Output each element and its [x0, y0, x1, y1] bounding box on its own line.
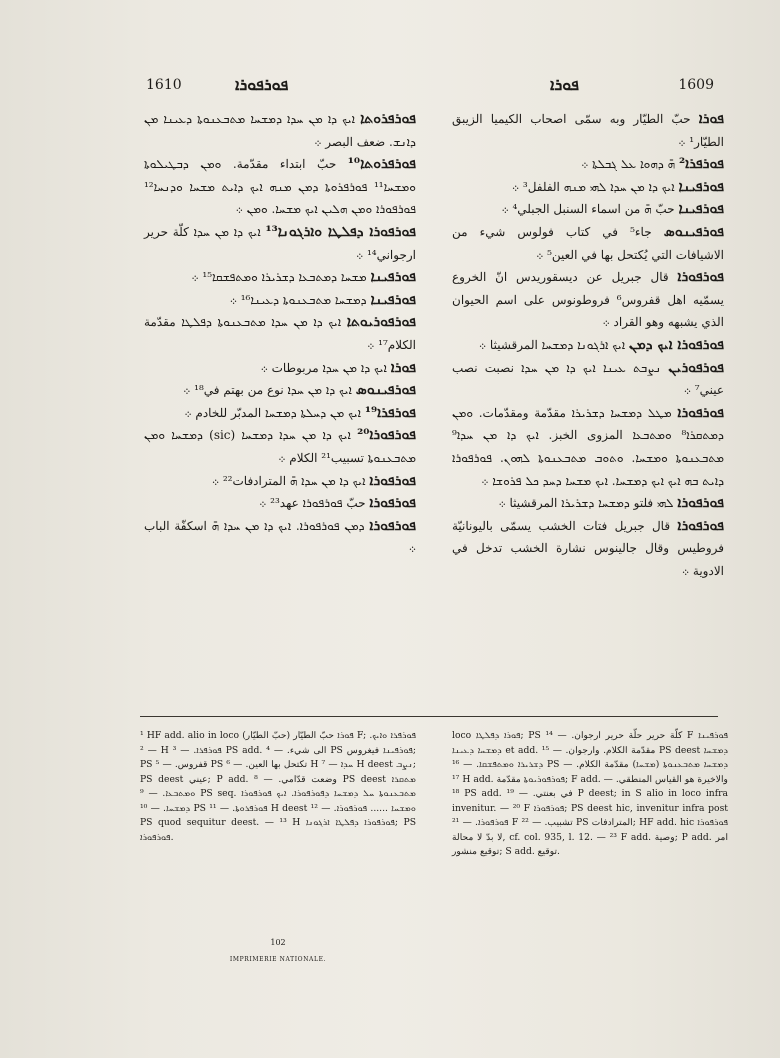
entry-headword: ܦܘܪܦܘܪܝܢ: [668, 359, 724, 376]
entry-headword: ܦܘܪܦܘܪܐ: [369, 495, 416, 512]
entry-headword: ܦܘܪܦܝܢܐ: [370, 291, 416, 308]
dictionary-entry: [452, 492, 724, 515]
running-header: [140, 75, 720, 99]
dictionary-entry: [144, 108, 416, 153]
dictionary-entry: [452, 176, 724, 199]
entry-definition: ܐܝܟ ܕܐ ܡܢ ܚܕܐ ܡܬܒܥܢܘܬܐ ܕܦܠܛܐ مقدّمة الكلام¹⁷ ܀: [144, 315, 416, 352]
entry-headword: ܦܘܪܦܪܘܬܐ¹⁰: [347, 156, 416, 173]
imprint-line: IMPRIMERIE NATIONALE.: [229, 956, 327, 963]
dictionary-entry: [452, 108, 724, 153]
entry-headword: ܦܘܪܦܘܪܐ: [677, 269, 724, 286]
dictionary-entry: [452, 334, 724, 357]
right-column: [452, 108, 724, 582]
entry-definition: ܡܫܚܐ ܕܡܬܒܥܐ ܕܫܪܝܪܐ ܘܡܬܦܫܩܐ¹⁵ ܀: [191, 270, 367, 285]
dictionary-entry: [144, 221, 416, 266]
signature-mark: 102: [270, 938, 286, 947]
entry-definition: ܕܡܢ ܦܘܪܦܘܪܐ. ܐܝܟ ܕܐ ܡܢ ܚܕܐ ܗ̄ اسكفّة الباب ܀: [144, 518, 416, 556]
right-page-number: 1609: [678, 77, 714, 93]
dictionary-entry: [452, 266, 724, 334]
dictionary-entry: [144, 266, 416, 289]
entry-headword: ܦܘܪܦܘܪܐ: [677, 495, 724, 512]
entry-headword: ܦܘܪܦܘܪܐ: [369, 517, 416, 534]
entry-definition: ܐܝܟ ܕܐ ܡܢ ܚܕܐ نوع من بهتم في¹⁸ ܀: [183, 383, 352, 398]
entry-definition: ܐܝܟ ܕܐ ܡܢ ܚܕܐ كلّة حرير ارجواني¹⁴ ܀: [144, 224, 416, 262]
dictionary-entry: [452, 515, 724, 583]
entry-definition: ܐܝܟ ܕܐ ܡܢ ܚܕܐ ܗ̄ المترادفات²² ܀: [211, 473, 366, 488]
entry-definition: جاء⁵ في كتاب فولوس شيء من الاشيافات التي يُكتحل بها في العين⁵ ܀: [452, 224, 724, 262]
entry-definition: ܠܗܝ فلتو ܕܡܫܚܐ ܕܫܪܝܪܐ المرقشيثا ܀: [498, 496, 674, 511]
dictionary-entry: [144, 515, 416, 560]
entry-headword: ܦܘܪܦܘܪܐ ܕܦܠܛܐ ܘܐܪܓܘܢܐ¹³: [265, 223, 416, 240]
dictionary-entry: [144, 289, 416, 312]
dictionary-entry: [144, 402, 416, 425]
footnote-text: loco ܦܘܪܐ ܕܦܠܛܐ; PS كلّة حرير حلّة حرير ارجوان. — ¹⁴ F ܦܘܪܦܝܢܐ ܕܡܫܚܐ ܕܥܝܢܐ et add. مقدّمة الكلام. وارجوان. — ¹⁵ PS deest ܕܡܫܚܐ ܕܫܪܝܪܐ ܘܡܬܦܫܩܐ. — ¹⁶ PS ܕܡܫܚܐ ܡܬܒܥܢܘܬܐ (ܡܫܚܐ) مقدّمة الكلام. — ¹⁷ H add. ܦܘܪܦܘܪܝܘܬܐ مقدّمة; F add. والاخيرة هو القياس المنطقي. — ¹⁸ PS add. في بعنتي. — ¹⁹ P deest; in S alio in loco infra invenitur. — ²⁰ F ܦܘܪܦܘܪܐ; PS deest hic, invenitur infra post ܦܘܪܦܘܪܐ. — ²¹ F تشبيب. — ²² PS المترادفات; HF add. hic ܦܘܪܦܘܪܐ لا بدّ لا محالة, cf. col. 935, l. 12. — ²³ F add. وصية; P add. امر توقيع منشور; S add. توقيع.: [452, 730, 728, 857]
entry-definition: ܡܛܠ ܕܡܫܚܐ ܕܫܪܝܪܐ مقدّمة ومقدّمات. ܘܡܢ ܕܡܬܩܪܐ⁸ ܘܡܬܒܥܐ المزوى الخبز. ܐܝܟ ܕܐ ܡܢ ܚܕܐ⁹ ܡܬܒܥܢܘܬܐ ܘܡܫܚܐ. ܘܬܘܒ ܡܬܒܥܢܘܬܐ ܠܗܘܢ. ܦܘܪܦܘܪܐ ܕܐܝܬ ܒܗ ܐܝܟ ܐܝܟ ܕܡܫܚܐ. ܐܝܟ ܡܫܚܐ ܕܚܕ ܟܠ ܦܪܘܫܐ ܀: [452, 405, 724, 488]
footnote-text: ¹ HF add. alio in loco ܦܘܪܐ حبّ الطيّار (حبّ الطيّار) F; ܦܘܪܦܪܐ ܘܐܝܟ. — ² H ܦܘܪܦܪܐ. — ³ PS add. الى شيء. — ⁴ PS ܦܘܪܦܝܢܐ فيغروس; PS قفروس. — ⁵ PS تكتحل بها العين. — ⁶ H ܚܕܐ — ⁷ H deest ܢܨܒ; PS deest عيني; P add. وضعت قدّامي. — ⁸ PS deest ܡܬܩܪܐ ܘܡܬܒܥܐ. — ⁹ PS seq. ܡܬܒܥܢܘܬܐ ܚܠ ܕܡܫܚܐ ܕܦܘܪܦܘܪܐ. ܐܝܟ ܦܘܪܦܘܪܐ ܕܡܫܚܐ. — ¹⁰ PS ܦܘܪܦܪܘܬܐ. — ¹¹ H deest ܘܡܫܚܐ ...... ܦܘܪܦܘܪܐ. — ¹² PS quod sequitur deest. — ¹³ H ܦܘܪܦܘܪܐ ܕܦܠܛܐ ܐܪܓܘܢܐ; PS ܦܘܪܦܘܪܐ.: [140, 730, 417, 843]
entry-headword: ܦܘܪܐ: [698, 111, 724, 127]
entry-definition: حبّ ܦܘܪܦܘܪܐ عهد²³ ܀: [259, 496, 366, 511]
entry-definition: حبّ ابتداء مقدّمة. ܘܡܢ ܕܒܛܝܠܘܬܐ ܘܡܫܚܐ¹¹ ܦܘܪܦܪܘܬܐ ܕܡܢ ܡܢܗ ܐܝܟ ܕܐܝܬ ܡܫܚܐ ܘܕܢܚܐ¹² ܦܘܪܦܘܪܐ ܘܡܢ ܗܠܝܢ ܐܝܟ ܡܫܚܐ. ܘܡܢ ܀: [144, 157, 416, 217]
dictionary-entry: [452, 198, 724, 221]
left-column: [144, 108, 416, 560]
entry-definition: ܐܝܟ ܕܐ ܡܢ ܚܕܐ ܕܡܫܚܐ (sic) ܕܡܫܚܐ ܘܡܢ ܡܬܒܥܢܘܬܐ تسبيب²¹ الكلام ܀: [144, 428, 416, 465]
entry-definition: قال جبريل عن ديسقوريدس انّ الخروع يسمّيه اهل قفروس⁶ فروطونوس على اسم الحيوان الذي يشبهه وهو القراد ܀: [452, 270, 724, 330]
entry-headword: ܦܘܪܦܘܪܝܘܬܐ: [346, 314, 416, 331]
entry-definition: ܐܝܟ ܕܐ ܡܢ ܚܕܐ ܠܗܝ ܡܢܗ الفلفل³ ܀: [511, 179, 675, 194]
dictionary-entry: [144, 379, 416, 402]
entry-headword: ܦܘܪܦܘܪܐ: [369, 472, 416, 489]
entry-headword: ܦܘܪܦܘܪܐ ܐܝܟ ܕܡܢ: [628, 336, 724, 353]
dictionary-entry: [452, 357, 724, 402]
entry-definition: حبّ ܗ̄ من اسماء السنبل الجبلي⁴ ܀: [501, 202, 675, 217]
dictionary-entry: [144, 357, 416, 380]
entry-definition: ܐܝܟ ܕܐ ܡܢ ܚܕܐ ܕܡܫܚܐ ܡܬܒܥܢܘܬܐ ܕܥܝܢܐ ܡܢ ܕܐܢܫ. ضعف البصر ܀: [144, 112, 416, 149]
footnotes-left: [140, 729, 416, 845]
entry-definition: ܗ̄ ܕܗܘܐ ܥܠ ܓܒܠܬܐ ܀: [581, 157, 676, 172]
entry-headword: ܦܘܪܦܝܢܐ: [678, 201, 724, 218]
footnote-separator: [140, 716, 718, 717]
dictionary-entry: [144, 470, 416, 493]
entry-headword: ܦܘܪܦܝܢܘܣ: [663, 223, 724, 240]
dictionary-entry: [144, 153, 416, 221]
entry-headword: ܦܘܪܐ: [390, 359, 416, 376]
dictionary-entry: [144, 311, 416, 356]
entry-headword: ܦܘܪܦܪܐ²: [678, 156, 724, 173]
dictionary-entry: [144, 492, 416, 515]
left-running-title: ܦܘܪܦܘܪܐ: [235, 75, 289, 94]
entry-headword: ܦܘܪܦܘܪܐ: [677, 404, 724, 421]
entry-headword: ܦܘܪܦܝܢܘܣ: [355, 382, 416, 399]
dictionary-entry: [452, 153, 724, 176]
left-page-number: 1610: [146, 77, 182, 93]
right-running-title: ܦܘܪܐ: [550, 75, 579, 94]
dictionary-entry: [452, 402, 724, 492]
entry-definition: ܢܨܒܬ ܥܝܢܐ ܐܝܟ ܕܐ ܡܢ ܚܕܐ نصبت نصب عيني⁷ ܀: [452, 360, 724, 398]
entry-definition: ܐܝܟ ܐܪܓܘܢܐ ܕܡܫܚܐ المرقشيثا ܀: [478, 337, 626, 352]
entry-headword: ܦܘܪܦܪܘܬܐ: [360, 111, 416, 127]
dictionary-entry: [144, 424, 416, 469]
entry-headword: ܦܘܪܦܪܐ¹⁹: [364, 404, 416, 421]
entry-definition: ܐܝܟ ܕܐ ܡܢ ܚܕܐ مربوطات ܀: [260, 360, 387, 375]
dictionary-entry: [452, 221, 724, 266]
footnotes-right: [452, 729, 728, 860]
entry-definition: ܕܡܫܚܐ ܡܬܒܥܢܘܬܐ ܕܥܝܢܐ¹⁶ ܀: [229, 292, 367, 307]
entry-headword: ܦܘܪܦܝܢܐ: [678, 178, 724, 195]
entry-headword: ܦܘܪܦܘܪܐ: [677, 517, 724, 534]
entry-headword: ܦܘܪܦܝܢܐ: [370, 269, 416, 286]
entry-definition: حبّ الطيّار وبه سمّى اصحاب الكيميا الزيبق الطيّار¹ ܀: [452, 112, 724, 149]
entry-definition: ܐܝܟ ܡܢ ܕܚܠܬܐ ܕܡܫܚܐ المدبّر للخادم ܀: [184, 405, 361, 420]
entry-definition: قال جبريل فتات الخشب يسمّى باليونانيّة فروطيس وقال جالينوس نشارة الخشب تدخل في الادوية ܀: [452, 518, 724, 578]
entry-headword: ܦܘܪܦܘܪܐ²⁰: [357, 427, 416, 444]
